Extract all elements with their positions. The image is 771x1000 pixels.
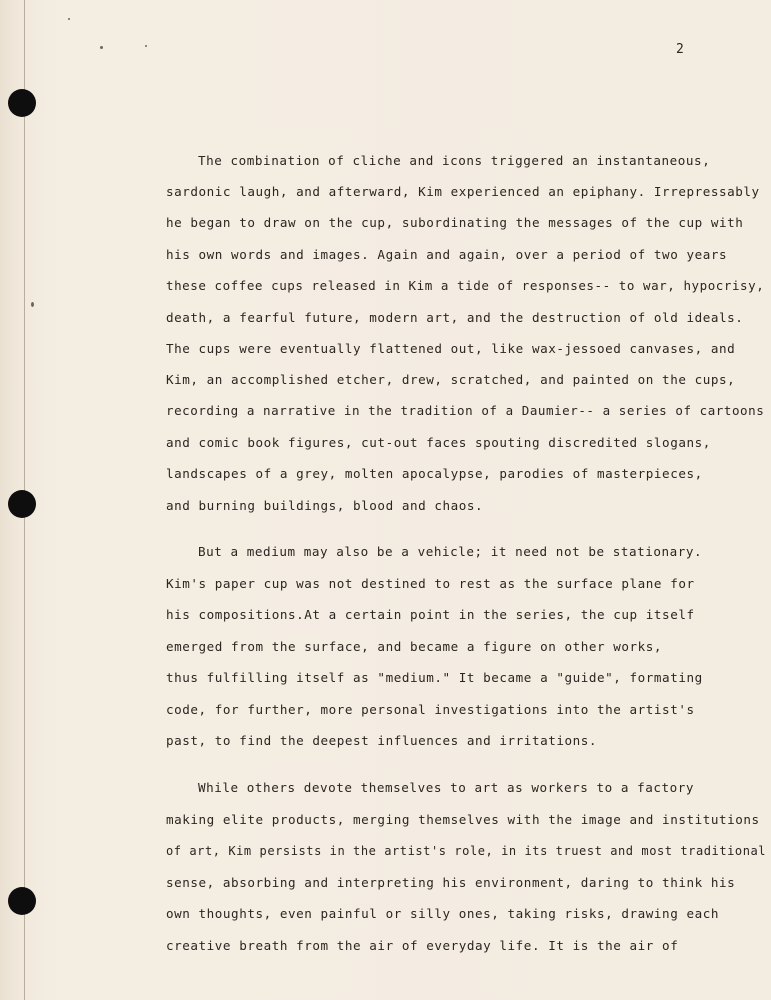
paragraph-3-line-6: creative breath from the air of everyday life. It is the air of [166, 938, 679, 953]
paragraph-1-line-3: he began to draw on the cup, subordinating the messages of the cup with [166, 215, 744, 230]
paragraph-1-line-9: recording a narrative in the tradition of a Daumier-- a series of cartoons [166, 403, 765, 418]
paragraph-1-line-4: his own words and images. Again and again, over a period of two years [166, 247, 728, 262]
paper-speck [100, 46, 103, 49]
paper-speck [31, 302, 34, 307]
paragraph-2-line-4: emerged from the surface, and became a figure on other works, [166, 639, 663, 654]
paragraph-3-line-3: of art, Kim persists in the artist's role, in its truest and most traditional [166, 844, 767, 858]
paragraph-1-line-8: Kim, an accomplished etcher, drew, scratched, and painted on the cups, [166, 372, 736, 387]
paragraph-1-line-12: and burning buildings, blood and chaos. [166, 498, 484, 513]
paragraph-2-line-5: thus fulfilling itself as "medium." It became a "guide", formating [166, 670, 703, 685]
paragraph-3-line-4: sense, absorbing and interpreting his environment, daring to think his [166, 875, 736, 890]
paragraph-2-line-2: Kim's paper cup was not destined to rest as the surface plane for [166, 576, 695, 591]
paragraph-1-line-2: sardonic laugh, and afterward, Kim experienced an epiphany. Irrepressably [166, 184, 760, 199]
page-number: 2 [676, 42, 685, 57]
binder-hole-middle [8, 490, 36, 518]
paragraph-2-line-3: his compositions.At a certain point in the series, the cup itself [166, 607, 695, 622]
paragraph-3-line-5: own thoughts, even painful or silly ones, taking risks, drawing each [166, 906, 719, 921]
paragraph-1-line-11: landscapes of a grey, molten apocalypse, parodies of masterpieces, [166, 466, 703, 481]
paragraph-2-line-7: past, to find the deepest influences and irritations. [166, 733, 597, 748]
paragraph-1-line-6: death, a fearful future, modern art, and the destruction of old ideals. [166, 310, 744, 325]
paragraph-1-line-1: The combination of cliche and icons triggered an instantaneous, [198, 153, 711, 168]
paragraph-2-line-6: code, for further, more personal investigations into the artist's [166, 702, 695, 717]
paragraph-2-line-1: But a medium may also be a vehicle; it need not be stationary. [198, 544, 703, 559]
paragraph-1-line-7: The cups were eventually flattened out, like wax-jessoed canvases, and [166, 341, 736, 356]
paragraph-1-line-10: and comic book figures, cut-out faces spouting discredited slogans, [166, 435, 711, 450]
paragraph-3-line-1: While others devote themselves to art as workers to a factory [198, 780, 695, 795]
binder-hole-bottom [8, 887, 36, 915]
paragraph-3-line-2: making elite products, merging themselves with the image and institutions [166, 812, 760, 827]
paragraph-1-line-5: these coffee cups released in Kim a tide of responses-- to war, hypocrisy, [166, 278, 765, 293]
paper-speck [68, 18, 70, 20]
paper-speck [145, 45, 147, 47]
binder-hole-top [8, 89, 36, 117]
